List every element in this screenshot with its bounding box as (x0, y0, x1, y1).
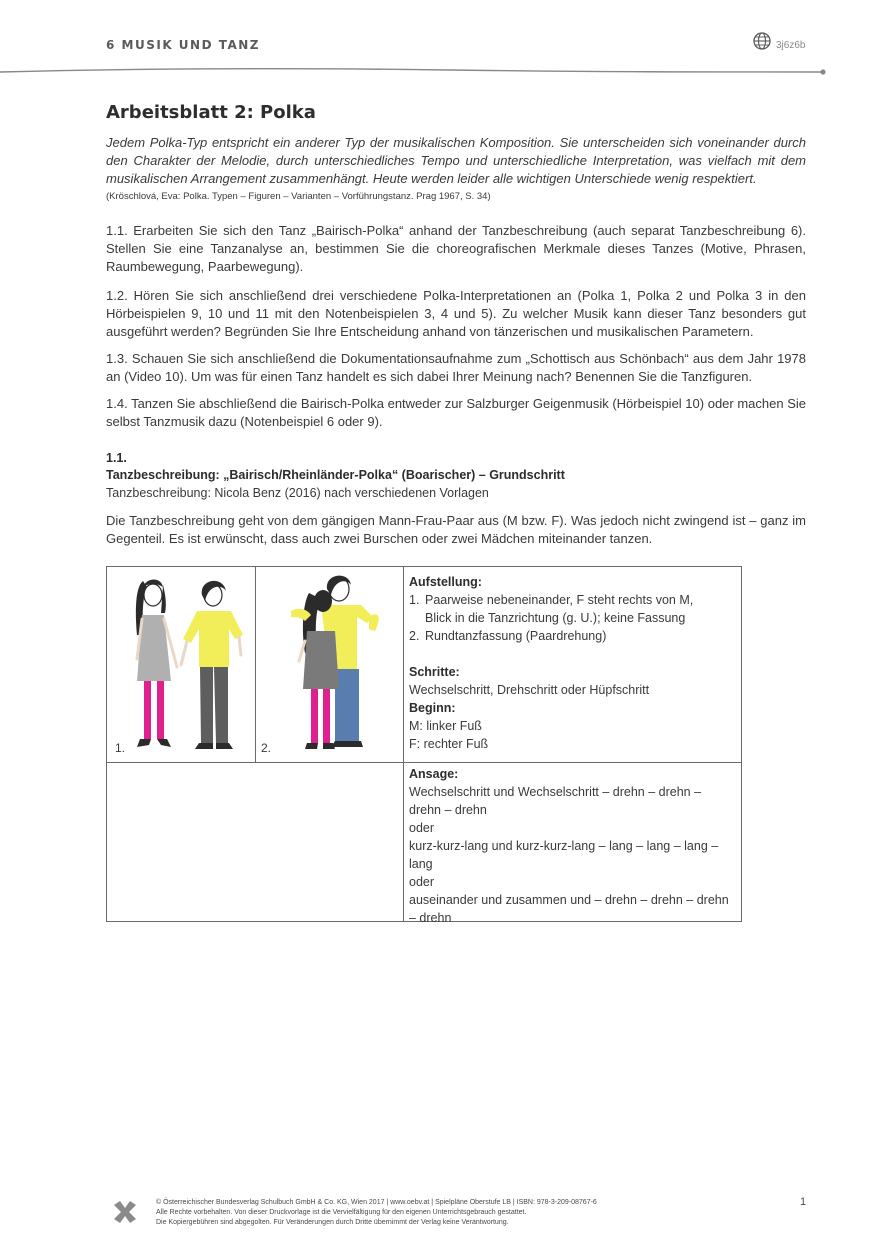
list-item (409, 627, 693, 645)
call-cell (409, 765, 729, 927)
beginn-line: F: rechter Fuß (409, 737, 489, 751)
list-text: Paarweise nebeneinander, F steht rechts von M, (425, 593, 694, 607)
schritte-label: Schritte: (409, 665, 460, 679)
ansage-line: lang (409, 857, 433, 871)
intro-source: (Kröschlová, Eva: Polka. Typen – Figuren – Varianten – Vorführungstanz. Prag 1967, S. 34) (106, 191, 491, 202)
task-1-3: 1.3. Schauen Sie sich anschließend die Dokumentationsaufnahme zum „Schottisch aus Schönbach“ aus dem Jahr 1978 an (Video 10). Um was für einen Tanz handelt es sich dabei Ihrer Meinung nach? Benennen Sie die Tanzfiguren. (106, 351, 806, 384)
ansage-line: auseinander und zusammen und – drehn – drehn – drehn (409, 893, 729, 907)
intro-quote: Jedem Polka-Typ entspricht ein anderer Typ der musikalischen Komposition. Sie unterscheiden sich voneinander durch den Charakter der Melodie, durch unterschiedliches Tempo und unterschiedliche Interpretation, was vielfach mit dem musikalischen Arrangement zusammenhängt. Heute werden leider alle wichtigen Unterschiede wenig respektiert. (106, 135, 806, 186)
list-text: Blick in die Tanzrichtung (g. U.); keine Fassung (425, 611, 686, 625)
list-number: 1. (409, 593, 420, 607)
publisher-logo-icon (110, 1197, 140, 1227)
footer-copyright (156, 1198, 597, 1228)
beginn-line: M: linker Fuß (409, 719, 482, 733)
footer-line: Die Kopiergebühren sind abgegolten. Für Veränderungen durch Dritte übernimmt der Verlag keine Verantwortung. (156, 1219, 509, 1226)
list-text: Rundtanzfassung (Paardrehung) (425, 629, 607, 643)
table-divider (255, 567, 256, 762)
footer-line: © Österreichischer Bundesverlag Schulbuch GmbH & Co. KG, Wien 2017 | www.oebv.at | Spielpläne Oberstufe LB | ISBN: 978-3-209-08767-6 (156, 1199, 597, 1206)
formation-cell (409, 573, 693, 753)
chapter-title: 6 MUSIK UND TANZ (106, 38, 261, 52)
section-heading: Tanzbeschreibung: „Bairisch/Rheinländer-Polka“ (Boarischer) – Grundschritt (106, 468, 565, 482)
ansage-line: oder (409, 821, 435, 835)
ansage-line: kurz-kurz-lang und kurz-kurz-lang – lang – lang – lang – (409, 839, 719, 853)
ansage-line: Wechselschritt und Wechselschritt – drehn – drehn – (409, 785, 702, 799)
task-1-4: 1.4. Tanzen Sie abschließend die Bairisch-Polka entweder zur Salzburger Geigenmusik (Hörbeispiel 10) oder machen Sie selbst Tanzmusik dazu (Notenbeispiel 6 oder 9). (106, 396, 806, 429)
webcode[interactable]: 3j6z6b (776, 40, 806, 51)
ansage-line: oder (409, 875, 435, 889)
figure-number: 1. (115, 741, 126, 755)
ansage-line: drehn – drehn (409, 803, 487, 817)
figure-number: 2. (261, 741, 272, 755)
beginn-label: Beginn: (409, 701, 456, 715)
table-divider (403, 567, 404, 921)
list-number: 2. (409, 629, 420, 643)
section-subheading: Tanzbeschreibung: Nicola Benz (2016) nach verschiedenen Vorlagen (106, 486, 489, 500)
ansage-label: Ansage: (409, 767, 459, 781)
footer-line: Alle Rechte vorbehalten. Von dieser Druckvorlage ist die Vervielfältigung für den eigenen Unterrichtsgebrauch gestattet. (156, 1209, 527, 1216)
page-title: Arbeitsblatt 2: Polka (106, 102, 316, 123)
section-description: Die Tanzbeschreibung geht von dem gängigen Mann-Frau-Paar aus (M bzw. F). Was jedoch nicht zwingend ist – ganz im Gegenteil. Es ist erwünscht, dass auch zwei Burschen oder zwei Mädchen miteinander tanzen. (106, 513, 806, 546)
figure-couple-side-by-side (125, 573, 253, 757)
task-1-1: 1.1. Erarbeiten Sie sich den Tanz „Bairisch-Polka“ anhand der Tanzbeschreibung (auch separat Tanzbeschreibung 6). Stellen Sie eine Tanzanalyse an, bestimmen Sie die choreografischen Merkmale dieses Tanzes (Motive, Phrasen, Raumbewegung, Paarbewegung). (106, 223, 806, 274)
globe-icon[interactable] (752, 31, 772, 51)
table-divider (107, 762, 741, 763)
page-number: 1 (800, 1196, 807, 1208)
header-divider (0, 60, 890, 80)
figure-couple-dance-hold (277, 571, 401, 759)
list-item (409, 591, 693, 627)
schritte-text: Wechselschritt, Drehschritt oder Hüpfschritt (409, 683, 650, 697)
dance-table (106, 566, 742, 925)
aufstellung-label: Aufstellung: (409, 575, 482, 589)
section-number: 1.1. (106, 451, 127, 465)
ansage-line: – drehn (409, 911, 452, 925)
task-1-2: 1.2. Hören Sie sich anschließend drei verschiedene Polka-Interpretationen an (Polka 1, Polka 2 und Polka 3 in den Hörbeispielen 9, 10 und 11 mit den Notenbeispielen 3, 4 und 5). Zu welcher Musik kann dieser Tanz besonders gut ausgeführt werden? Begründen Sie Ihre Entscheidung anhand von tänzerischen und musikalischen Parametern. (106, 288, 806, 339)
